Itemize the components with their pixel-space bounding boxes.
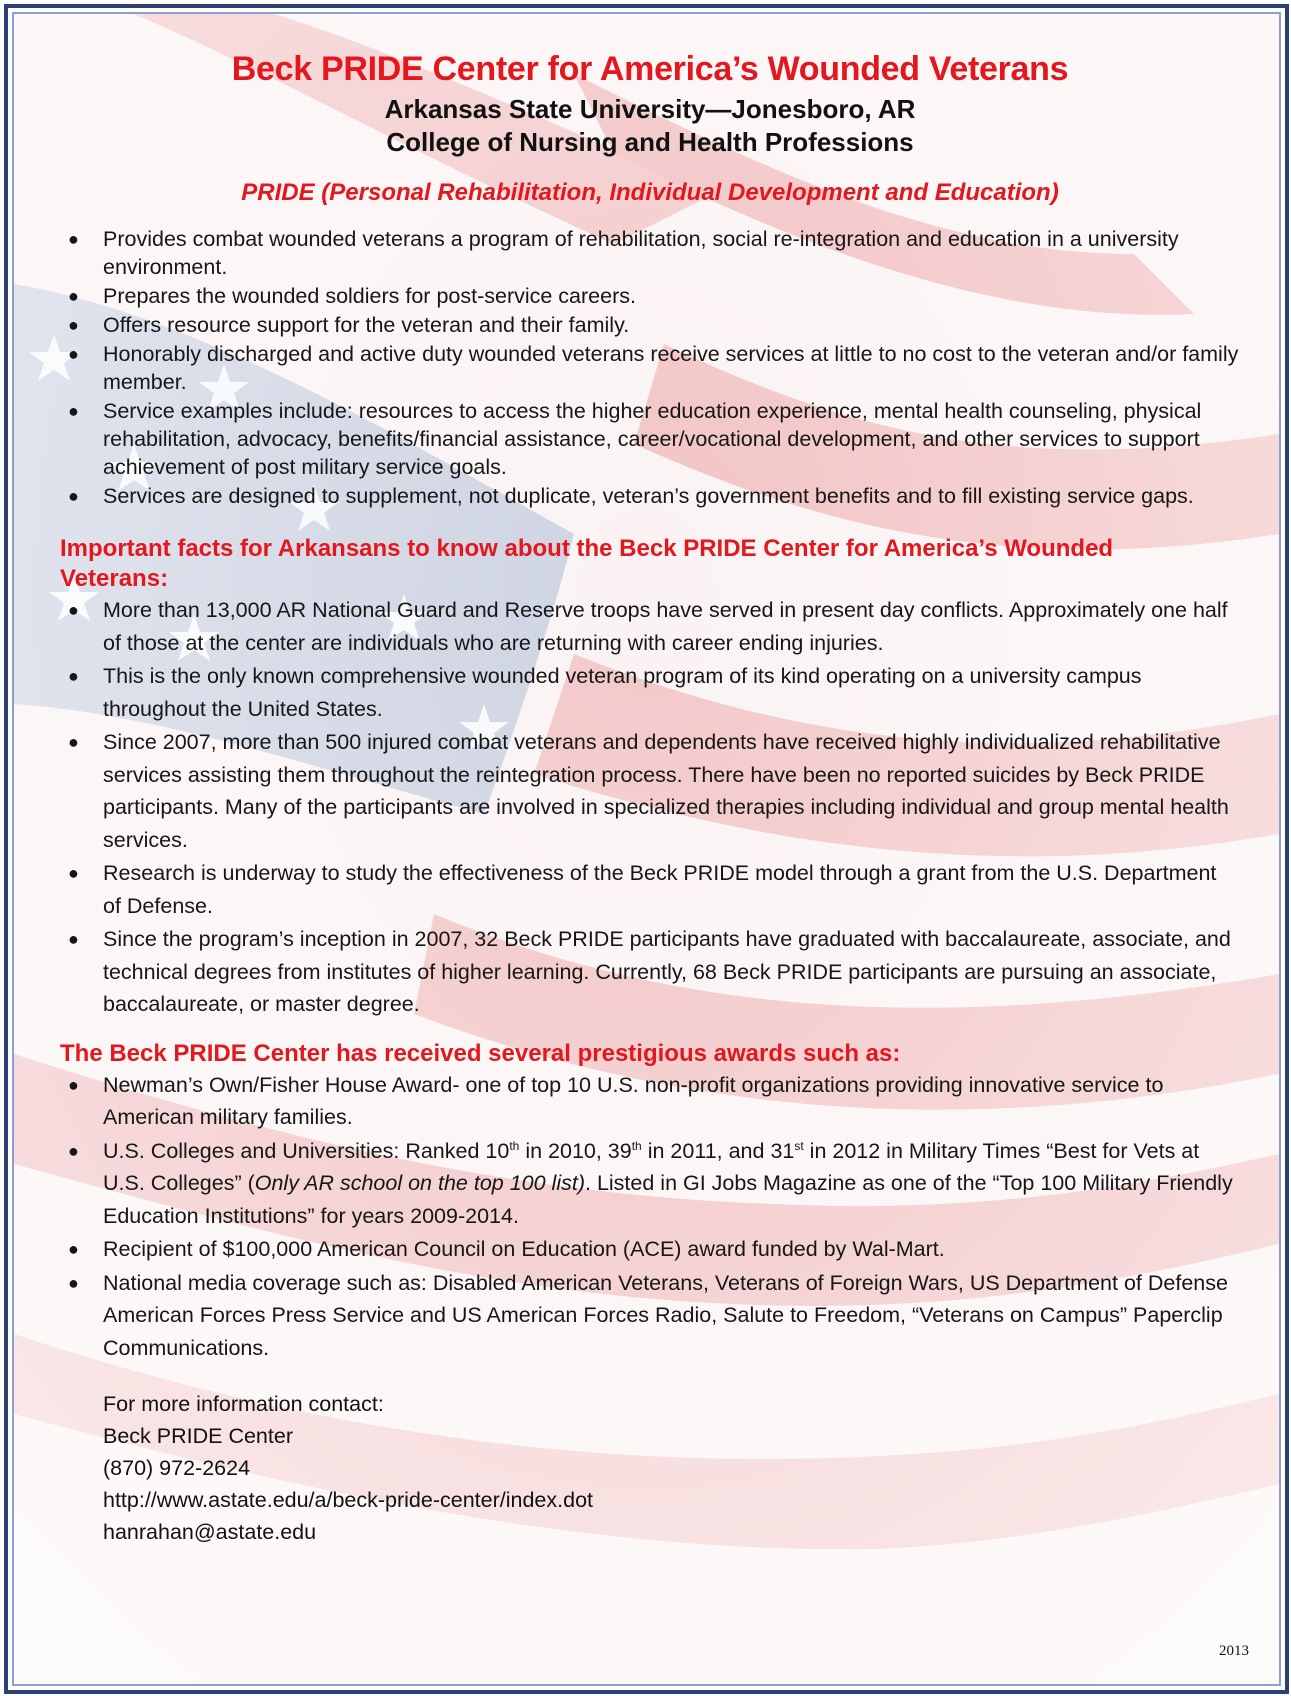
bullet-icon: ● — [68, 1140, 79, 1161]
university-line: Arkansas State University—Jonesboro, AR — [384, 94, 916, 124]
document-content — [60, 44, 1240, 1548]
list-item: ● This is the only known comprehensive wounded veteran program of its kind operating on a university campus throughout the United States. — [60, 660, 1240, 725]
list-item: ● Provides combat wounded veterans a program of rehabilitation, social re-integration and education in a university environment. — [68, 227, 1179, 279]
pride-acronym: PRIDE (Personal Rehabilitation, Individual Development and Education) — [241, 179, 1059, 206]
list-item: ● Honorably discharged and active duty wounded veterans receive services at little to no cost to the veteran and/or family member. — [68, 342, 1239, 394]
list-item: ● U.S. Colleges and Universities: Ranked 10th in 2010, 39th in 2011, and 31st in 2012 in Military Times “Best for Vets at U.S. Colleges” (Only AR school on the top 100 list). Listed in GI Jobs Magazine as one of the “Top 100 Military Friendly Education Institutions” for years 2009-2014. — [60, 1135, 1240, 1233]
college-line: College of Nursing and Health Professions — [386, 127, 914, 157]
bullet-icon: ● — [68, 1272, 79, 1293]
list-item: ● Since the program’s inception in 2007, 32 Beck PRIDE participants have graduated with baccalaureate, associate, and technical degrees from institutes of higher learning. Currently, 68 Beck PRIDE participants are pursuing an associate, baccalaureate, or master degree. — [60, 923, 1240, 1021]
bullet-icon: ● — [68, 344, 79, 364]
list-item: ● Services are designed to supplement, not duplicate, veteran’s government benefits and to fill existing service gaps. — [68, 484, 1194, 508]
facts-list — [60, 594, 1240, 1021]
list-item: ● Newman’s Own/Fisher House Award- one of top 10 U.S. non-profit organizations providing innovative service to American military families. — [60, 1069, 1240, 1134]
page-frame — [4, 4, 1289, 1694]
contact-phone[interactable]: (870) 972-2624 — [103, 1456, 251, 1480]
bullet-icon: ● — [68, 229, 79, 249]
bullet-icon: ● — [68, 1074, 79, 1095]
awards-list — [60, 1069, 1240, 1365]
facts-heading: Important facts for Arkansans to know about the Beck PRIDE Center for America’s Wounded Veterans: — [60, 535, 1114, 592]
bullet-icon: ● — [68, 863, 79, 883]
bullet-icon: ● — [68, 600, 79, 620]
contact-name: Beck PRIDE Center — [103, 1424, 293, 1448]
bullet-icon: ● — [68, 401, 79, 421]
program-list — [60, 225, 1240, 510]
list-item: ● Service examples include: resources to access the higher education experience, mental health counseling, physical rehabilitation, advocacy, benefits/financial assistance, career/vocational development, and other services to support achievement of post military service goals. — [68, 399, 1202, 479]
bullet-icon: ● — [68, 929, 79, 949]
awards-heading: The Beck PRIDE Center has received several prestigious awards such as: — [60, 1039, 901, 1067]
list-item: ● More than 13,000 AR National Guard and Reserve troops have served in present day conflicts. Approximately one half of those at the center are individuals who are returning with career ending injuries. — [60, 594, 1240, 659]
bullet-icon: ● — [68, 286, 79, 306]
bullet-icon: ● — [68, 1239, 79, 1259]
bullet-icon: ● — [68, 666, 79, 686]
list-item: ● Since 2007, more than 500 injured combat veterans and dependents have received highly individualized rehabilitative services assisting them throughout the reintegration process. There have been no reported suicides by Beck PRIDE participants. Many of the participants are involved in specialized therapies including individual and group mental health services. — [60, 726, 1240, 856]
page-inner-frame — [12, 12, 1281, 1686]
list-item: ● Research is underway to study the effectiveness of the Beck PRIDE model through a grant from the U.S. Department of Defense. — [60, 857, 1240, 922]
footer-year: 2013 — [1219, 1643, 1249, 1659]
contact-intro: For more information contact: — [103, 1392, 384, 1416]
bullet-icon: ● — [68, 732, 79, 752]
contact-block — [60, 1388, 1240, 1548]
list-item: ● National media coverage such as: Disabled American Veterans, Veterans of Foreign Wars, US Department of Defense American Forces Press Service and US American Forces Radio, Salute to Freedom, “Veterans on Campus” Paperclip Communications. — [60, 1267, 1240, 1365]
list-item: ● Recipient of $100,000 American Council on Education (ACE) award funded by Wal-Mart. — [60, 1233, 1240, 1266]
bullet-icon: ● — [68, 315, 79, 335]
list-item: ● Offers resource support for the veteran and their family. — [68, 313, 630, 337]
contact-email[interactable]: hanrahan@astate.edu — [103, 1520, 317, 1544]
page-title: Beck PRIDE Center for America’s Wounded Veterans — [231, 50, 1069, 88]
bullet-icon: ● — [68, 486, 79, 506]
list-item: ● Prepares the wounded soldiers for post-service careers. — [68, 284, 636, 308]
contact-url[interactable]: http://www.astate.edu/a/beck-pride-center/index.dot — [103, 1488, 593, 1512]
